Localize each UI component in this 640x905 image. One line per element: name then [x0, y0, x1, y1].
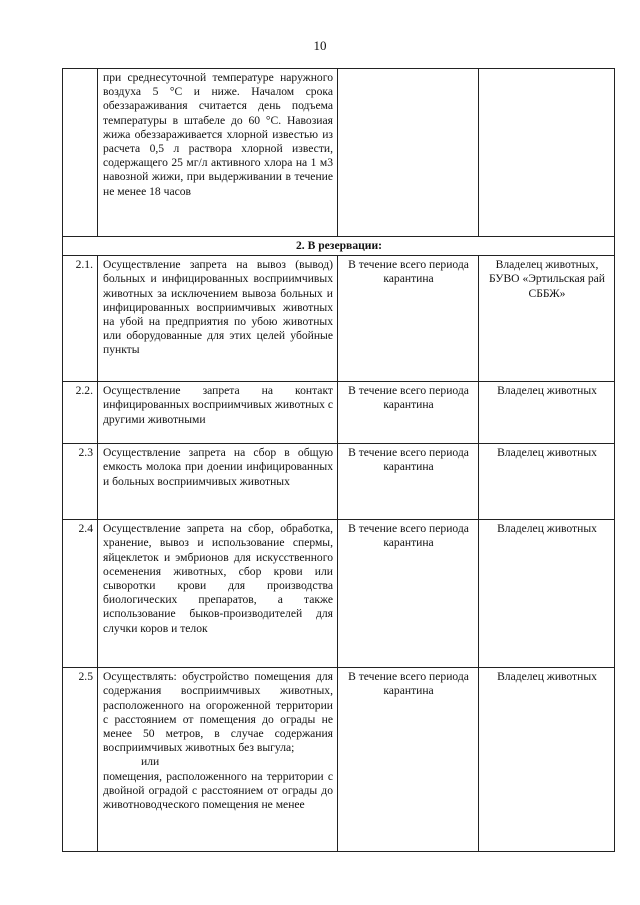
row-term: В течение всего периода карантина: [338, 444, 479, 520]
measures-table: [62, 68, 615, 852]
row-number: 2.4: [63, 520, 98, 668]
row-description: Осуществление запрета на контакт инфицированных восприимчивых животных с другими животными: [98, 382, 338, 444]
page-number: 10: [313, 38, 327, 53]
table-row: [63, 256, 615, 382]
row-term: В течение всего периода карантина: [338, 520, 479, 668]
row-description-part: Осуществлять: обустройство помещения для содержания восприимчивых животных, расположенного на огороженной территории с расстоянием от помещения до ограды не менее 50 метров, в случае содержания восприимчивых животных без выгула;: [103, 670, 333, 755]
table-row: [63, 520, 615, 668]
row-number: 2.2.: [63, 382, 98, 444]
row-description: [98, 668, 338, 852]
row-responsible-cell: [479, 69, 615, 237]
row-description-part: или: [141, 755, 160, 769]
table-row: [63, 668, 615, 852]
table-row-continued: [63, 69, 615, 237]
row-responsible: Владелец животных: [479, 444, 615, 520]
row-number: 2.1.: [63, 256, 98, 382]
row-responsible: Владелец животных: [479, 668, 615, 852]
row-term: В течение всего периода карантина: [338, 382, 479, 444]
row-description-part: помещения, расположенного на территории с двойной оградой с расстоянием от ограды до животноводческого помещения не менее: [103, 769, 333, 812]
row-term: В течение всего периода карантина: [338, 668, 479, 852]
table-row: [63, 382, 615, 444]
row-term: В течение всего периода карантина: [338, 256, 479, 382]
row-number: 2.3: [63, 444, 98, 520]
row-responsible: Владелец животных: [479, 520, 615, 668]
section-header-row: [63, 237, 615, 256]
row-description: Осуществление запрета на сбор, обработка, хранение, вывоз и использование спермы, яйцеклеток и эмбрионов для искусственного осеменения животных, сбор крови или сыворотки крови для производства биологических препаратов, а также использование быков-производителей для случки коров и телок: [98, 520, 338, 668]
row-number-cell: [63, 69, 98, 237]
row-description: Осуществление запрета на сбор в общую емкость молока при доении инфицированных и больных восприимчивых животных: [98, 444, 338, 520]
section-title: 2. В резервации:: [63, 237, 615, 256]
row-number: 2.5: [63, 668, 98, 852]
table-row: [63, 444, 615, 520]
row-responsible: Владелец животных: [479, 382, 615, 444]
row-responsible: Владелец животных, БУВО «Эртильская рай СББЖ»: [479, 256, 615, 382]
row-term-cell: [338, 69, 479, 237]
row-description: Осуществление запрета на вывоз (вывод) больных и инфицированных восприимчивых животных за исключением вывоза больных и инфицированных восприимчивых животных на убой на предприятия по убою животных или оборудованные для этих целей убойные пункты: [98, 256, 338, 382]
row-description: при среднесуточной температуре наружного воздуха 5 °С и ниже. Началом срока обеззараживания считается день подъема температуры в штабеле до 60 °С. Навозиая жижа обеззараживается хлорной известью из расчета 0,5 л раствора хлорной извести, содержащего 25 мг/л активного хлора на 1 м3 навозной жижи, при выдерживании в течение не менее 18 часов: [98, 69, 338, 237]
